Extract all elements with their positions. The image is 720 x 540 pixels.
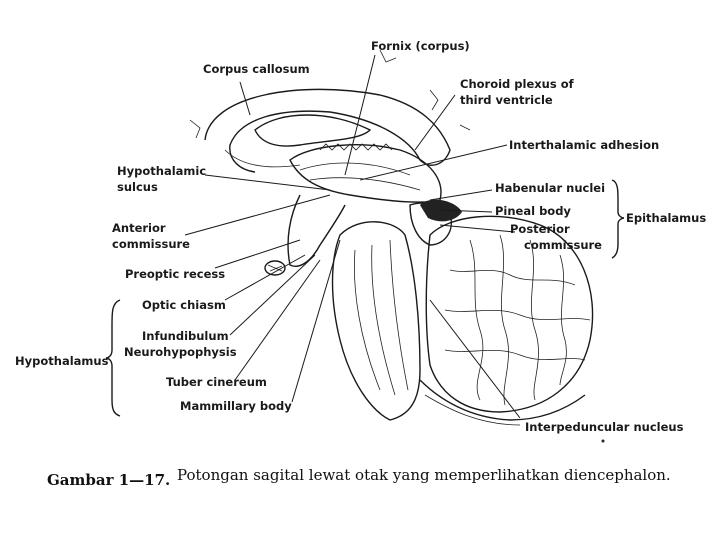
label-mammillary-body: Mammillary body [180,399,292,413]
caption-text: Potongan sagital lewat otak yang memperlihatkan diencephalon. [177,466,671,484]
label-anterior-commissure-line1: Anterior [112,221,166,235]
label-fornix: Fornix (corpus) [371,39,470,53]
label-pineal-body: Pineal body [495,204,571,218]
label-hypothalamic-sulcus-line2: sulcus [117,180,158,194]
labels [15,39,706,434]
label-posterior-commissure-line2: commissure [524,238,602,252]
label-interthalamic-adhesion: Interthalamic adhesion [509,138,660,152]
label-choroid-plexus-line2: third ventricle [460,93,553,107]
epithalamus-bracket [612,180,624,258]
label-posterior-commissure-line1: Posterior [510,222,570,236]
corpus-callosum-shape [205,89,450,172]
label-habenular-nuclei: Habenular nuclei [495,181,606,195]
label-infundibulum: Infundibulum [142,329,229,343]
label-anterior-commissure-line2: commissure [112,237,190,251]
label-optic-chiasm: Optic chiasm [142,298,226,312]
label-tuber-cinereum: Tuber cinereum [166,375,267,389]
label-hypothalamic-sulcus-line1: Hypothalamic [117,164,207,178]
label-corpus-callosum: Corpus callosum [203,62,310,76]
label-interpeduncular-nucleus: Interpeduncular nucleus [525,420,684,434]
label-hypothalamus: Hypothalamus [15,354,109,368]
leader-lines [185,55,520,418]
figure-caption [47,466,671,489]
caption-number: Gambar 1—17. [47,471,171,489]
label-neurohypophysis: Neurohypophysis [124,345,237,359]
label-choroid-plexus-line1: Choroid plexus of [460,77,574,91]
label-preoptic-recess: Preoptic recess [125,267,226,281]
label-epithalamus: Epithalamus [626,211,707,225]
